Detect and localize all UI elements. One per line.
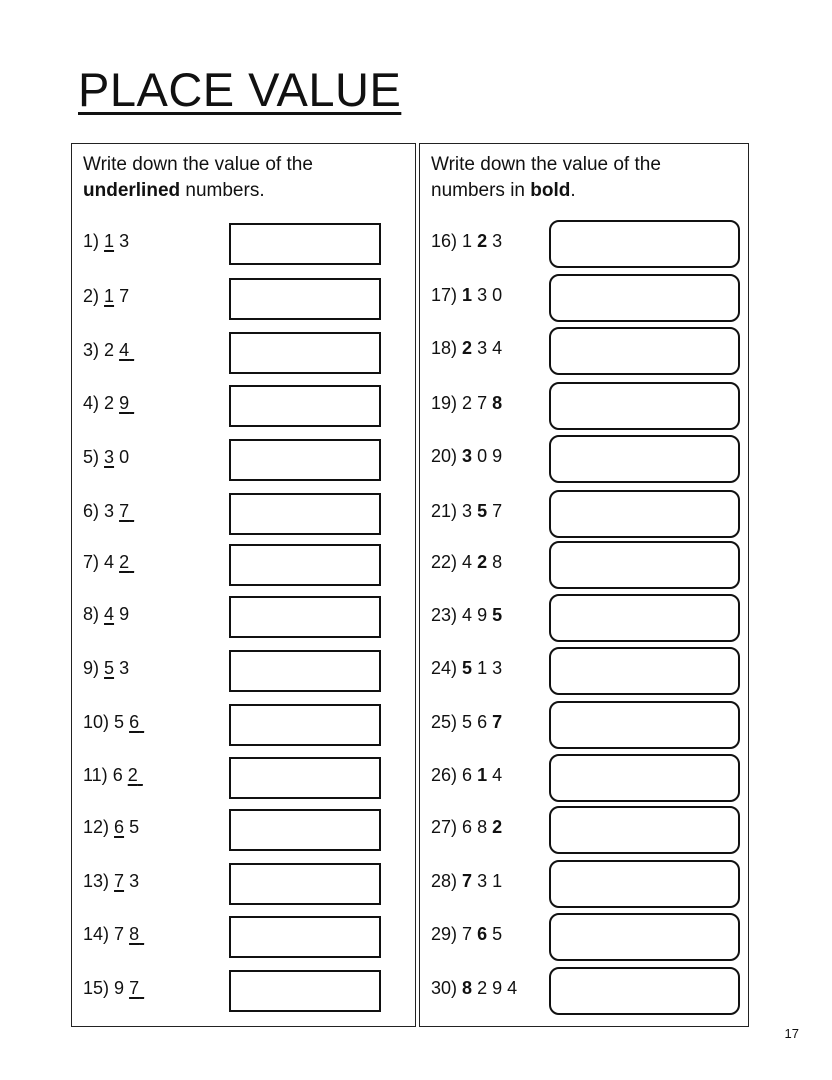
digit: 2 [462,393,473,413]
answer-box[interactable] [229,223,381,265]
right-instruction [431,152,661,204]
question-number: 13) [83,871,110,891]
digit: 4 [104,552,115,572]
answer-box[interactable] [229,704,381,746]
answer-box[interactable] [549,274,740,322]
digit: 3 [492,231,503,251]
digit: 5 [492,924,503,944]
digit: 3 [477,285,488,305]
digit: 4 [492,338,503,358]
right-panel [419,143,749,1027]
answer-box[interactable] [549,541,740,589]
digit: 8 [477,817,488,837]
question-30 [431,976,517,1000]
answer-box[interactable] [549,967,740,1015]
answer-box[interactable] [229,439,381,481]
digit: 5 [114,712,125,732]
digit: 6 [112,765,123,785]
digit: 3 [104,501,115,521]
question-20 [431,444,502,468]
question-number: 4) [83,393,100,413]
question-5 [83,445,129,469]
question-25 [431,710,502,734]
digit: 8 [129,924,140,944]
digit: 2 [477,978,488,998]
question-number: 5) [83,447,100,467]
question-18 [431,336,502,360]
digit: 7 [462,924,473,944]
left-instruction-tail: numbers. [185,180,265,201]
question-22 [431,550,502,574]
question-number: 27) [431,817,458,837]
digit: 2 [477,552,488,572]
answer-box[interactable] [229,596,381,638]
question-19 [431,391,502,415]
question-8 [83,602,129,626]
digit: 7 [119,501,130,521]
right-instruction-tail: . [570,180,576,201]
question-3 [83,338,134,362]
question-number: 30) [431,978,458,998]
digit: 7 [477,393,488,413]
question-13 [83,869,139,893]
digit: 5 [477,501,488,521]
left-instruction-bold: underlined [83,180,181,201]
question-number: 12) [83,817,110,837]
question-17 [431,283,502,307]
answer-box[interactable] [229,916,381,958]
answer-box[interactable] [549,806,740,854]
digit: 5 [129,817,140,837]
digit: 1 [462,285,473,305]
question-number: 29) [431,924,458,944]
answer-box[interactable] [549,382,740,430]
question-number: 17) [431,285,458,305]
digit: 2 [127,765,138,785]
question-4 [83,391,134,415]
digit: 4 [462,552,473,572]
digit: 3 [104,447,115,467]
digit: 7 [129,978,140,998]
left-instruction-line1: Write down the value of the [83,154,313,175]
answer-box[interactable] [549,754,740,802]
question-number: 23) [431,605,458,625]
question-number: 7) [83,552,100,572]
digit: 2 [462,338,473,358]
question-7 [83,550,134,574]
question-number: 9) [83,658,100,678]
digit: 8 [462,978,473,998]
digit: 5 [462,658,473,678]
digit: 9 [477,605,488,625]
digit: 4 [462,605,473,625]
digit: 7 [114,924,125,944]
digit: 5 [492,605,503,625]
page-title: PLACE VALUE [78,63,402,116]
question-number: 25) [431,712,458,732]
question-number: 26) [431,765,458,785]
digit: 3 [477,871,488,891]
answer-box[interactable] [549,594,740,642]
answer-box[interactable] [229,650,381,692]
digit: 8 [492,393,503,413]
digit: 7 [114,871,125,891]
digit: 0 [119,447,130,467]
answer-box[interactable] [549,701,740,749]
question-number: 3) [83,340,100,360]
digit: 1 [104,231,115,251]
right-instruction-bold: bold [530,180,571,201]
question-number: 6) [83,501,100,521]
digit: 3 [129,871,140,891]
question-number: 1) [83,231,100,251]
digit: 7 [462,871,473,891]
right-instruction-line1: Write down the value of the [431,154,661,175]
question-1 [83,229,129,253]
question-28 [431,869,502,893]
digit: 3 [462,501,473,521]
question-2 [83,284,129,308]
question-14 [83,922,144,946]
digit: 4 [104,604,115,624]
digit: 1 [492,871,503,891]
question-24 [431,656,502,680]
digit: 5 [104,658,115,678]
digit: 1 [477,658,488,678]
question-16 [431,229,502,253]
question-21 [431,499,502,523]
question-number: 8) [83,604,100,624]
left-instruction [83,152,313,204]
digit: 3 [462,446,473,466]
digit: 6 [462,765,473,785]
question-6 [83,499,134,523]
answer-box[interactable] [549,647,740,695]
digit: 1 [104,286,115,306]
question-9 [83,656,129,680]
answer-box[interactable] [229,278,381,320]
digit: 3 [492,658,503,678]
question-26 [431,763,502,787]
digit: 7 [492,501,503,521]
question-29 [431,922,502,946]
digit: 4 [119,340,130,360]
question-11 [83,763,143,787]
question-number: 19) [431,393,458,413]
answer-box[interactable] [549,220,740,268]
digit: 9 [114,978,125,998]
digit: 2 [104,340,115,360]
right-instruction-pre: numbers in [431,180,525,201]
answer-box[interactable] [229,757,381,799]
digit: 7 [492,712,503,732]
answer-box[interactable] [229,970,381,1012]
answer-box[interactable] [229,863,381,905]
digit: 3 [477,338,488,358]
question-number: 10) [83,712,110,732]
digit: 5 [462,712,473,732]
digit: 1 [477,765,488,785]
left-panel [71,143,416,1027]
digit: 8 [492,552,503,572]
question-15 [83,976,144,1000]
question-number: 20) [431,446,458,466]
answer-box[interactable] [229,809,381,851]
question-number: 28) [431,871,458,891]
digit: 6 [129,712,140,732]
question-number: 16) [431,231,458,251]
question-23 [431,603,502,627]
digit: 3 [119,231,130,251]
digit: 4 [507,978,518,998]
digit: 6 [462,817,473,837]
digit: 6 [477,712,488,732]
question-10 [83,710,144,734]
question-number: 2) [83,286,100,306]
question-number: 15) [83,978,110,998]
digit: 6 [114,817,125,837]
digit: 0 [477,446,488,466]
page-number: 17 [784,1026,799,1041]
answer-box[interactable] [229,332,381,374]
digit: 2 [104,393,115,413]
digit: 2 [477,231,488,251]
digit: 9 [119,604,130,624]
answer-box[interactable] [549,435,740,483]
answer-box[interactable] [549,860,740,908]
digit: 2 [119,552,130,572]
answer-box[interactable] [229,544,381,586]
digit: 3 [119,658,130,678]
question-number: 22) [431,552,458,572]
digit: 9 [119,393,130,413]
digit: 0 [492,285,503,305]
answer-box[interactable] [549,327,740,375]
question-number: 24) [431,658,458,678]
question-number: 21) [431,501,458,521]
digit: 4 [492,765,503,785]
answer-box[interactable] [549,490,740,538]
answer-box[interactable] [549,913,740,961]
digit: 6 [477,924,488,944]
digit: 9 [492,978,503,998]
question-number: 14) [83,924,110,944]
answer-box[interactable] [229,493,381,535]
digit: 1 [462,231,473,251]
digit: 9 [492,446,503,466]
question-number: 18) [431,338,458,358]
digit: 7 [119,286,130,306]
question-27 [431,815,502,839]
answer-box[interactable] [229,385,381,427]
digit: 2 [492,817,503,837]
question-12 [83,815,139,839]
question-number: 11) [83,765,108,785]
